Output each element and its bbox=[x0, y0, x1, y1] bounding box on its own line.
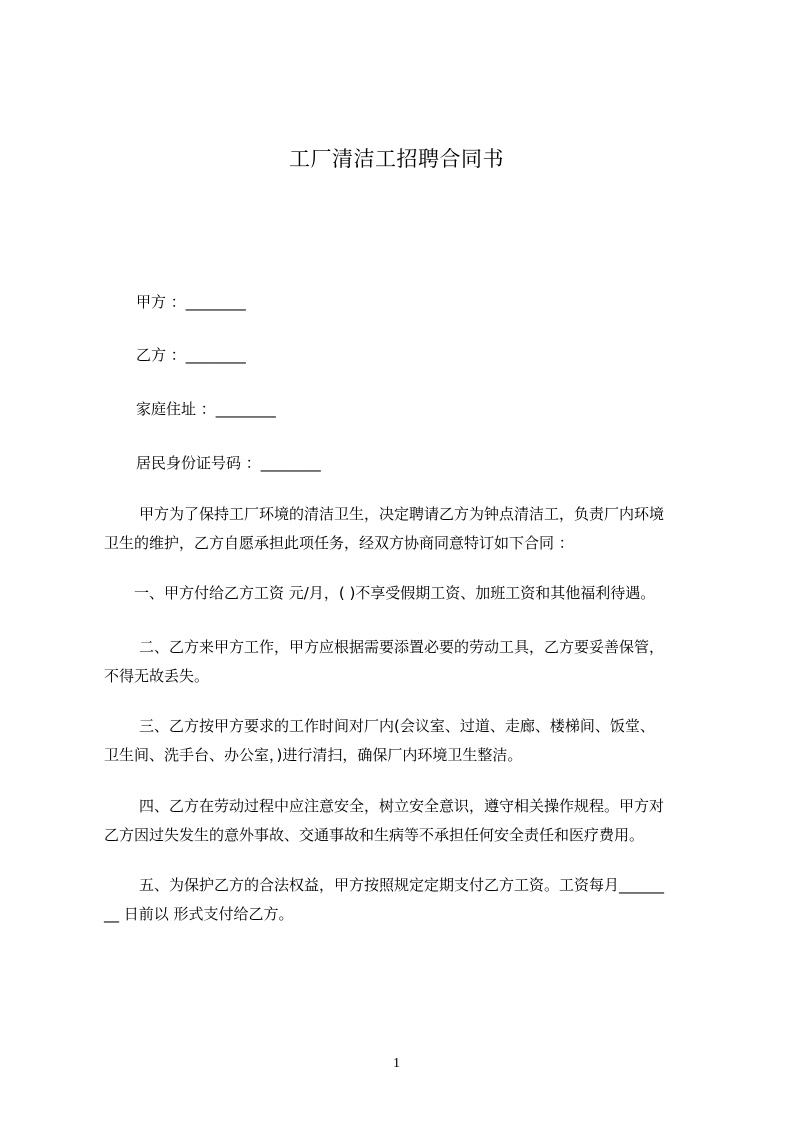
clause-4-line-2: 乙方因过失发生的意外事故、交通事故和生病等不承担任何安全责任和医疗费用。 bbox=[104, 826, 645, 844]
id-number-field: 居民身份证号码 ：________ bbox=[136, 454, 321, 472]
intro-line-2: 卫生的维护，乙方自愿承担此项任务，经双方协商同意特订如下合同 ： bbox=[104, 534, 574, 552]
clause-4-line-1: 四、乙方在劳动过程中应注意安全，树立安全意识，遵守相关操作规程。甲方对 bbox=[139, 797, 665, 815]
clause-5-line-1: 五、为保护乙方的合法权益，甲方按照规定定期支付乙方工资。工资每月______ bbox=[139, 876, 665, 894]
document-title: 工厂清洁工招聘合同书 bbox=[289, 147, 504, 171]
clause-2-line-1: 二、乙方来甲方工作，甲方应根据需要添置必要的劳动工具，乙方要妥善保管， bbox=[139, 638, 665, 656]
clause-2-line-2: 不得无故丢失。 bbox=[104, 667, 210, 685]
clause-1 bbox=[104, 579, 702, 608]
party-a-field: 甲方 ：________ bbox=[136, 293, 246, 311]
party-b-field: 乙方 ：________ bbox=[136, 346, 246, 364]
intro-line-1: 甲方为了保持工厂环境的清洁卫生，决定聘请乙方为钟点清洁工，负责厂内环境 bbox=[139, 505, 665, 523]
clause-5 bbox=[104, 871, 702, 929]
home-address-field: 家庭住址 ：________ bbox=[136, 400, 276, 418]
clause-5-line-2: __ 日前以 形式支付给乙方。 bbox=[104, 905, 294, 923]
clause-2 bbox=[104, 633, 702, 691]
clause-1-line-1: 一、甲方付给乙方工资 元/月，( )不享受假期工资、加班工资和其他福利待遇。 bbox=[134, 584, 656, 602]
clause-4 bbox=[104, 792, 702, 850]
clause-3-line-1: 三、乙方按甲方要求的工作时间对厂内(会议室、过道、走廊、楼梯间、饭堂、 bbox=[139, 717, 655, 735]
intro-paragraph bbox=[104, 500, 702, 558]
clause-3-line-2: 卫生间、洗手台、办公室，)进行清扫，确保厂内环境卫生整洁。 bbox=[104, 746, 523, 764]
clause-3 bbox=[104, 712, 702, 770]
page-number: 1 bbox=[393, 1056, 400, 1071]
